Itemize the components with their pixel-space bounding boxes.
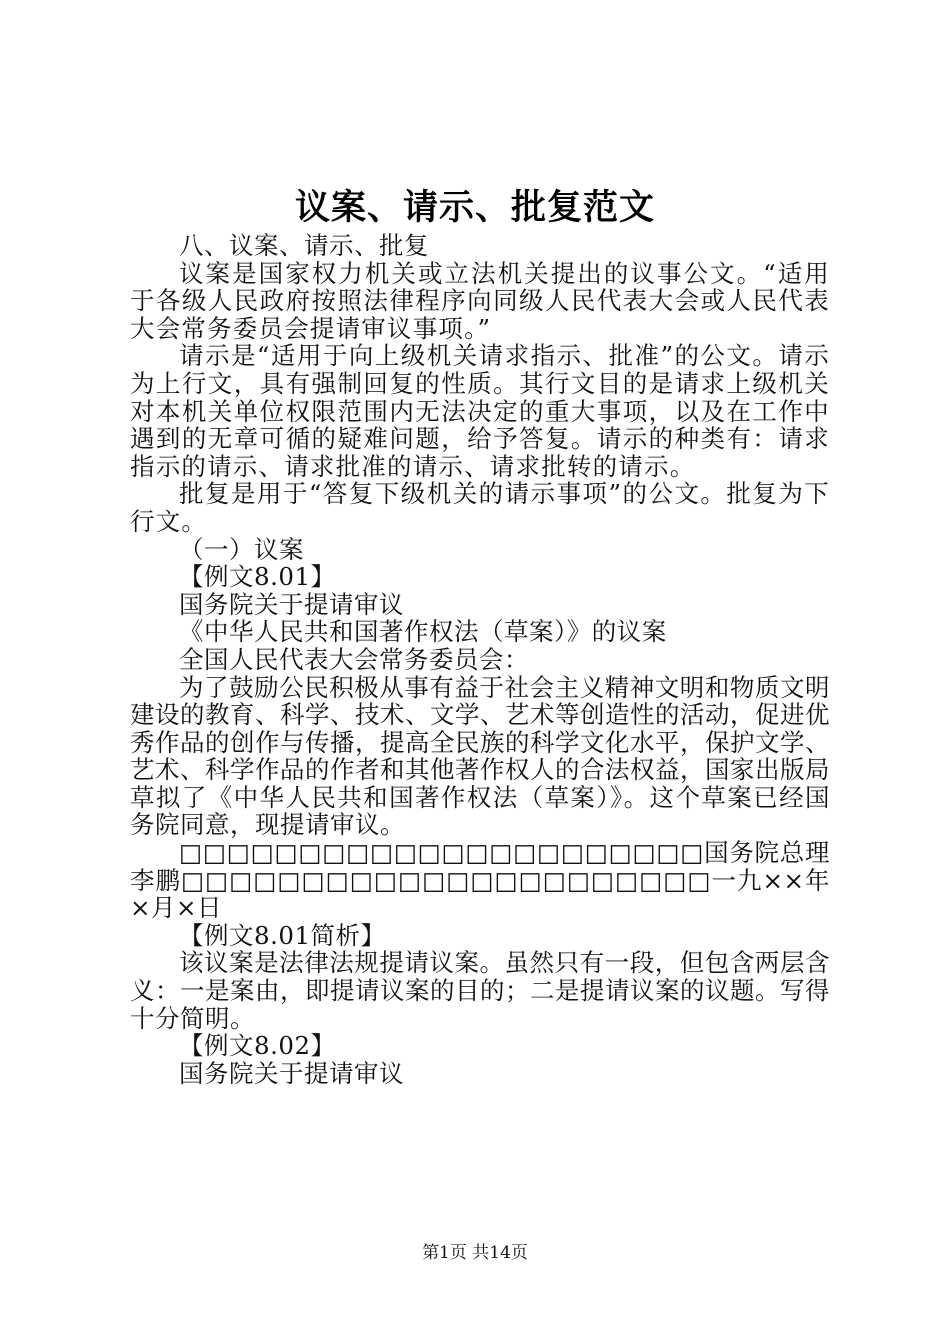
example-signature: □□□□□□□□□□□□□□□□□□□□□□国务院总理李鹏□□□□□□□□□□□□□□□□□□□□□□一九××年×月×日 xyxy=(130,838,830,923)
paragraph-reply-definition: 批复是用于“答复下级机关的请示事项”的公文。批复为下行文。 xyxy=(130,479,830,536)
example-title-line-2: 《中华人民共和国著作权法（草案）》的议案 xyxy=(179,617,667,647)
subsection-heading: （一）议案 xyxy=(179,534,304,564)
paragraph-request-definition: 请示是“适用于向上级机关请求指示、批准”的公文。请示为上行文，具有强制回复的性质。其行文目的是请求上级机关对本机关单位权限范围内无法决定的重大事项，以及在工作中遇到的无章可循的疑难问题，给予答复。请示的种类有：请求指示的请示、请求批准的请示、请求批转的请示。 xyxy=(130,341,830,481)
document-title: 议案、请示、批复范文 xyxy=(294,188,655,228)
section-heading: 八、议案、请示、批复 xyxy=(179,231,429,260)
document-body xyxy=(130,232,830,1087)
paragraph-proposal-definition: 议案是国家权力机关或立法机关提出的议事公文。“适用于各级人民政府按照法律程序向同级人民代表大会或人民代表大会常务委员会提请审议事项。” xyxy=(130,258,830,343)
page-number: 第1页 共14页 xyxy=(422,1243,528,1263)
example-title-line-1: 国务院关于提请审议 xyxy=(179,589,404,619)
example-analysis-label: 【例文8.01简析】 xyxy=(179,920,386,950)
example-addressee: 全国人民代表大会常务委员会： xyxy=(179,644,529,674)
example-label: 【例文8.01】 xyxy=(179,562,336,592)
example-analysis-text: 该议案是法律法规提请议案。虽然只有一段，但包含两层含义：一是案由，即提请议案的目的；二是提请议案的议题。写得十分简明。 xyxy=(130,948,830,1033)
example-title-2: 国务院关于提请审议 xyxy=(179,1058,404,1088)
example-label-2: 【例文8.02】 xyxy=(179,1031,336,1061)
example-body: 为了鼓励公民积极从事有益于社会主义精神文明和物质文明建设的教育、科学、技术、文学、艺术等创造性的活动，促进优秀作品的创作与传播，提高全民族的科学文化水平，保护文学、艺术、科学作品的作者和其他著作权人的合法权益，国家出版局草拟了《中华人民共和国著作权法（草案）》。这个草案已经国务院同意，现提请审议。 xyxy=(130,672,830,840)
